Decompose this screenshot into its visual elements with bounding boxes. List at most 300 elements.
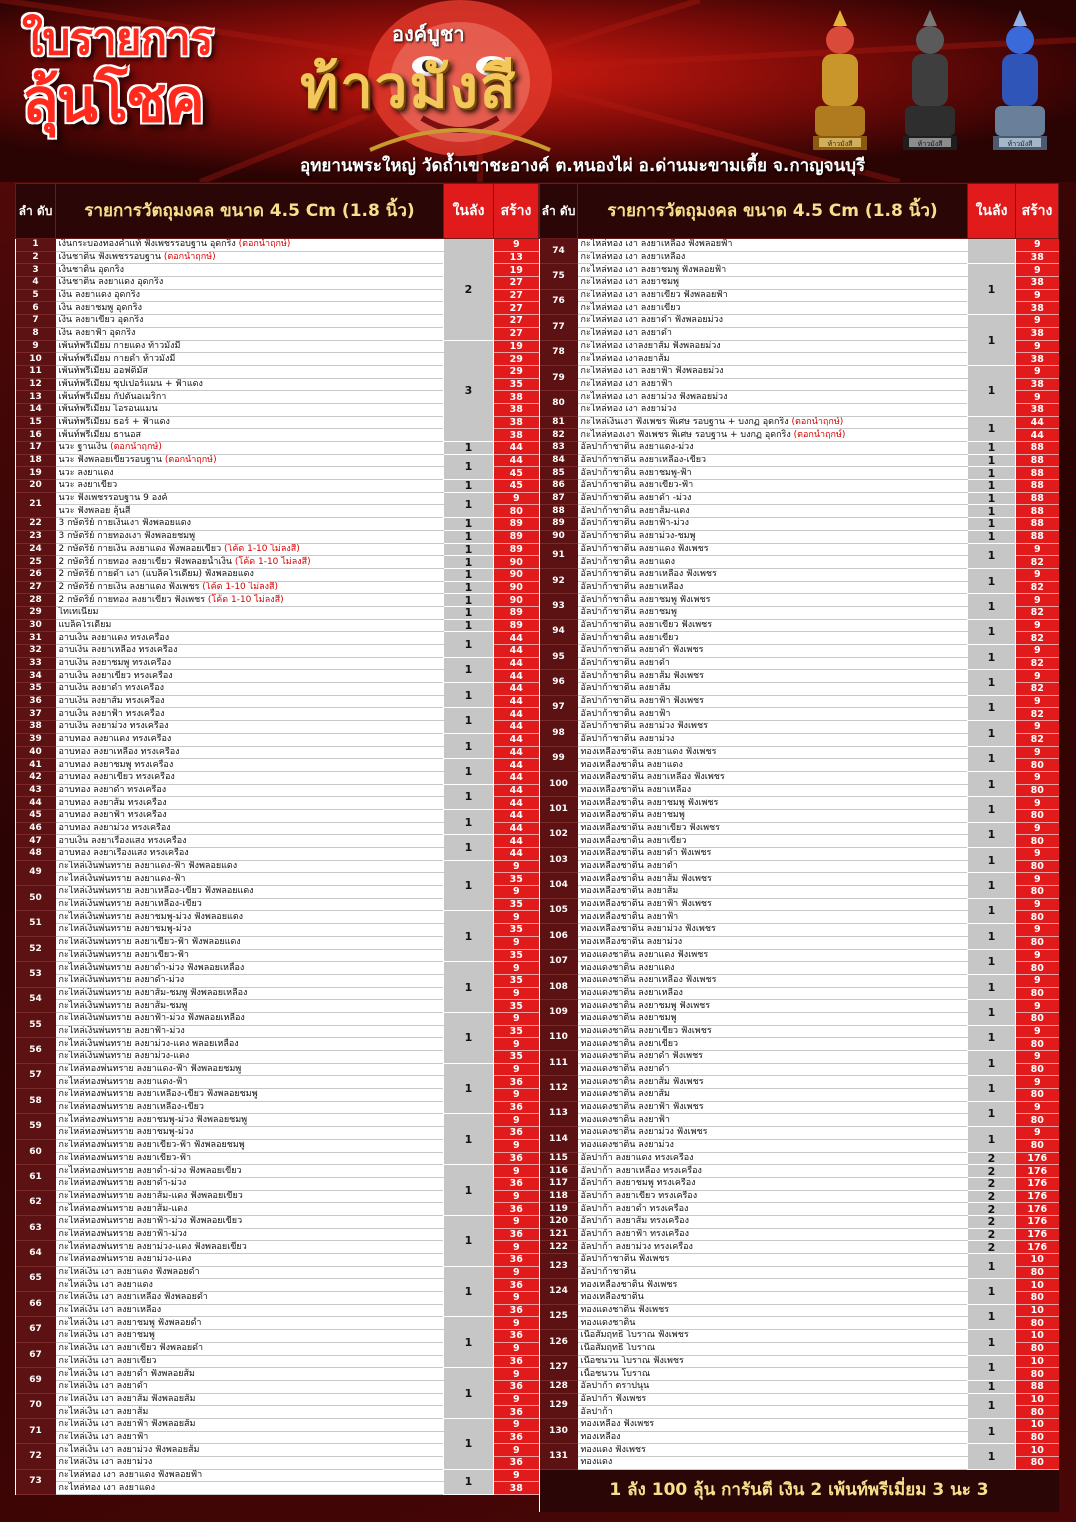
- item-name: เงิน ลงยาชมพู อุดกริ่ง: [58, 302, 142, 313]
- made-count: 80: [1016, 1012, 1059, 1025]
- box-count: 1: [968, 1304, 1016, 1329]
- item-name-cell: [56, 594, 444, 607]
- row-number: 118: [540, 1190, 578, 1203]
- row-number: 74: [540, 239, 578, 264]
- table-row: [540, 1304, 1059, 1317]
- item-name: อาบทอง ลงยาม่วง ทรงเครื่อง: [58, 822, 171, 833]
- item-name-cell: [56, 581, 444, 594]
- row-number: 73: [16, 1469, 56, 1494]
- item-name: กะไหล่เงินพ่นทราย ลงยาดำ-ม่วง ฟังพลอยเหลือง: [58, 962, 245, 973]
- made-count: 27: [494, 315, 539, 328]
- item-name-cell: [56, 974, 444, 987]
- table-row: [540, 239, 1059, 252]
- item-name: อาบเงิน ลงยาเหลือง ทรงเครื่อง: [58, 645, 178, 656]
- item-name-cell: [578, 467, 968, 480]
- row-number: 72: [16, 1444, 56, 1469]
- table-row: [16, 568, 539, 581]
- table-row: [540, 543, 1059, 556]
- item-name-cell: [56, 429, 444, 442]
- item-name: อัลปาก้าชาติน ลงยาม่วง-ชมพู: [580, 531, 696, 542]
- item-name: อัลปาก้าชาติน ลงยาแดง-ม่วง: [580, 442, 694, 453]
- made-count: 9: [1016, 594, 1059, 607]
- box-count: 1: [968, 1254, 1016, 1279]
- item-name: กะไหล่เงินพ่นทราย ลงยาชมพู-ม่วง: [58, 924, 192, 935]
- box-count: 1: [968, 822, 1016, 847]
- table-row: [540, 873, 1059, 886]
- item-name-cell: [578, 1177, 968, 1190]
- made-count: 80: [1016, 1038, 1059, 1051]
- row-number: 65: [16, 1266, 56, 1291]
- row-number: 91: [540, 543, 578, 568]
- item-name-cell: [56, 1444, 444, 1457]
- box-count: 1: [444, 759, 494, 784]
- row-number: 113: [540, 1101, 578, 1126]
- made-count: 9: [1016, 340, 1059, 353]
- made-count: 36: [494, 1254, 539, 1267]
- item-name-cell: [56, 809, 444, 822]
- box-count: 1: [444, 530, 494, 543]
- box-count: 1: [444, 962, 494, 1013]
- item-name-cell: [56, 1380, 444, 1393]
- row-number: 4: [16, 277, 56, 290]
- item-name: กะไหล่เงินเงา ฟังเพชร พิเศษ รอบฐาน + บงกฏ อุดกริ่ง: [580, 416, 789, 427]
- item-name: 2 กษัตริย์ กายเงิน ลงยาแดง ฟังพลอยเขียว: [58, 543, 222, 554]
- item-name: เพ้นท์พรีเมี่ยม กัปตันอเมริกา: [58, 391, 167, 402]
- row-number: 36: [16, 695, 56, 708]
- item-name: กะไหล่ทองพ่นทราย ลงยาม่วง-แดง: [58, 1254, 192, 1265]
- box-count: 1: [968, 848, 1016, 873]
- item-name-cell: [56, 1279, 444, 1292]
- row-number: 99: [540, 746, 578, 771]
- item-name: อัลปาก้าชาติน ลงยาแดง: [580, 556, 675, 567]
- row-number: 21: [16, 492, 56, 517]
- item-name-cell: [578, 1025, 968, 1038]
- made-count: 88: [1016, 505, 1059, 518]
- made-count: 80: [494, 505, 539, 518]
- made-count: 9: [494, 1215, 539, 1228]
- item-name-cell: [56, 1254, 444, 1267]
- item-name: ทองแดง: [580, 1457, 613, 1468]
- row-number: 95: [540, 645, 578, 670]
- item-name-cell: [56, 898, 444, 911]
- item-name: อัลปาก้าชาติน ลงยาดำ -ม่วง: [580, 493, 692, 504]
- made-count: 29: [494, 353, 539, 366]
- item-name-cell: [56, 848, 444, 861]
- item-name: อัลปาก้า ลงยาดำ ทรงเครื่อง: [580, 1203, 689, 1214]
- statue-caption-3: ท้าวมังสี: [1007, 140, 1033, 148]
- table-row: [540, 1380, 1059, 1393]
- made-count: 80: [1016, 1431, 1059, 1444]
- item-name: กะไหล่เงินพ่นทราย ลงยาส้ม-ชมพู: [58, 1000, 188, 1011]
- made-count: 80: [1016, 1342, 1059, 1355]
- item-name-cell: [578, 1038, 968, 1051]
- item-name: ทองแดงชาติน: [580, 1317, 636, 1328]
- item-name: กะไหล่เงินพ่นทราย ลงยาฟ้า-ม่วง: [58, 1025, 185, 1036]
- row-number: 103: [540, 848, 578, 873]
- made-count: 44: [494, 708, 539, 721]
- made-count: 9: [494, 1012, 539, 1025]
- box-count: 1: [968, 746, 1016, 771]
- made-count: 9: [1016, 924, 1059, 937]
- table-row: [540, 1165, 1059, 1178]
- row-number: 123: [540, 1254, 578, 1279]
- box-count: 1: [968, 721, 1016, 746]
- table-row: [540, 1215, 1059, 1228]
- item-name-cell: [578, 1152, 968, 1165]
- statue-dark: [903, 10, 957, 150]
- item-name: กะไหล่ทองพ่นทราย ลงยาฟ้า-ม่วง ฟังพลอยเขียว: [58, 1216, 243, 1227]
- row-number: 121: [540, 1228, 578, 1241]
- header-banner: [0, 0, 1076, 182]
- made-count: 9: [494, 911, 539, 924]
- made-count: 82: [1016, 581, 1059, 594]
- item-name-cell: [56, 936, 444, 949]
- item-name: อัลปาก้าชาติน ลงยาม่วง ฟังเพชร: [580, 721, 708, 732]
- row-number: 12: [16, 378, 56, 391]
- item-name-cell: [578, 518, 968, 531]
- item-name-cell: [578, 771, 968, 784]
- made-count: 44: [494, 809, 539, 822]
- footer-row: [540, 1469, 1059, 1512]
- table-row: [540, 1241, 1059, 1254]
- item-name: อัลปาก้าชาติน ลงยาฟ้า ฟังเพชร: [580, 696, 704, 707]
- item-name-cell: [56, 467, 444, 480]
- table-row: [540, 822, 1059, 835]
- box-count: 1: [968, 365, 1016, 416]
- col-no-header: ลำ ดับ: [16, 184, 56, 239]
- made-count: 38: [494, 416, 539, 429]
- row-number: 24: [16, 543, 56, 556]
- made-count: 9: [494, 1266, 539, 1279]
- made-count: 44: [494, 721, 539, 734]
- item-name-cell: [578, 759, 968, 772]
- item-name-cell: [56, 1241, 444, 1254]
- made-count: 44: [494, 822, 539, 835]
- made-count: 176: [1016, 1177, 1059, 1190]
- item-name: อัลปาก้าชาติน ลงยาส้ม-แดง: [580, 505, 690, 516]
- row-number: 76: [540, 289, 578, 314]
- item-name-cell: [578, 835, 968, 848]
- item-name: อัลปาก้า ลงยาแดง ทรงเครื่อง: [580, 1152, 694, 1163]
- item-name-cell: [56, 1355, 444, 1368]
- row-number: 41: [16, 759, 56, 772]
- made-count: 82: [1016, 657, 1059, 670]
- box-count: 1: [444, 518, 494, 531]
- item-name: กะไหล่ทอง เงา ลงยาดำ ฟังพลอยม่วง: [580, 315, 724, 326]
- made-count: 44: [494, 784, 539, 797]
- item-name: กะไหล่เงินพ่นทราย ลงยาแดง-ฟ้า ฟังพลอยแดง: [58, 861, 238, 872]
- item-name: กะไหล่เงินพ่นทราย ลงยาม่วง-แดง พลอยเหลือง: [58, 1038, 239, 1049]
- made-count: 44: [494, 670, 539, 683]
- table-row: [540, 721, 1059, 734]
- item-name: ทองเหลืองชาติน ลงยาส้ม ฟังเพชร: [580, 873, 712, 884]
- table-row: [540, 848, 1059, 861]
- item-name-cell: [56, 327, 444, 340]
- box-count: 1: [968, 442, 1016, 455]
- item-name: ทองแดงชาติน ลงยาเหลือง: [580, 987, 683, 998]
- made-count: 80: [1016, 886, 1059, 899]
- item-name: อาบทอง ลงยาฟ้า ทรงเครื่อง: [58, 810, 167, 821]
- item-name-cell: [56, 1317, 444, 1330]
- row-number: 32: [16, 645, 56, 658]
- item-name-cell: [578, 594, 968, 607]
- item-name-cell: [578, 1342, 968, 1355]
- item-table-right: [539, 183, 1059, 1512]
- item-name: กะไหล่ทองพ่นทราย ลงยาส้ม-แดง: [58, 1203, 188, 1214]
- item-name-cell: [578, 277, 968, 290]
- item-name: กะไหล่ทองพ่นทราย ลงยาแดง-ฟ้า: [58, 1076, 188, 1087]
- made-count: 176: [1016, 1228, 1059, 1241]
- item-name-cell: [578, 936, 968, 949]
- item-name-cell: [578, 1063, 968, 1076]
- box-count: 1: [968, 898, 1016, 923]
- made-count: 38: [1016, 353, 1059, 366]
- row-number: 13: [16, 391, 56, 404]
- row-number: 115: [540, 1152, 578, 1165]
- item-name-cell: [578, 632, 968, 645]
- row-number: 128: [540, 1380, 578, 1393]
- row-number: 75: [540, 264, 578, 289]
- made-count: 80: [1016, 1317, 1059, 1330]
- table-row: [540, 442, 1059, 455]
- made-count: 9: [1016, 645, 1059, 658]
- row-number: 110: [540, 1025, 578, 1050]
- item-name-cell: [578, 962, 968, 975]
- item-name-cell: [56, 1342, 444, 1355]
- made-count: 80: [1016, 1457, 1059, 1470]
- item-name-cell: [56, 987, 444, 1000]
- item-name-cell: [578, 1457, 968, 1470]
- made-count: 38: [1016, 327, 1059, 340]
- made-count: 35: [494, 1051, 539, 1064]
- made-count: 35: [494, 1000, 539, 1013]
- made-count: 10: [1016, 1330, 1059, 1343]
- table-row: [16, 454, 539, 467]
- item-name: นวะ ฐานเงิน: [58, 442, 108, 453]
- item-name: ทองแดงชาติน ลงยาแดง: [580, 962, 675, 973]
- table-row: [16, 1418, 539, 1431]
- item-note: (โค้ด 1-10 ไม่ลงสี): [207, 594, 284, 605]
- made-count: 9: [494, 1241, 539, 1254]
- item-name-cell: [56, 1469, 444, 1482]
- item-name-cell: [56, 365, 444, 378]
- item-name-cell: [578, 365, 968, 378]
- item-name-cell: [56, 277, 444, 290]
- box-count: 1: [968, 1076, 1016, 1101]
- made-count: 10: [1016, 1304, 1059, 1317]
- row-number: 102: [540, 822, 578, 847]
- row-number: 109: [540, 1000, 578, 1025]
- made-count: 9: [494, 1393, 539, 1406]
- row-number: 86: [540, 480, 578, 493]
- item-name: อาบเงิน ลงยาม่วง ทรงเครื่อง: [58, 721, 169, 732]
- box-count: 1: [444, 442, 494, 455]
- made-count: 38: [1016, 378, 1059, 391]
- item-name-cell: [578, 264, 968, 277]
- table-row: [16, 581, 539, 594]
- made-count: 9: [1016, 949, 1059, 962]
- item-name-cell: [578, 1368, 968, 1381]
- item-name-cell: [578, 657, 968, 670]
- row-number: 70: [16, 1393, 56, 1418]
- box-count: 1: [968, 974, 1016, 999]
- made-count: 38: [1016, 403, 1059, 416]
- row-number: 10: [16, 353, 56, 366]
- made-count: 9: [1016, 1051, 1059, 1064]
- item-name: เงินชาติน ฟังเพชรรอบฐาน: [58, 252, 161, 263]
- row-number: 55: [16, 1012, 56, 1037]
- made-count: 45: [494, 480, 539, 493]
- made-count: 27: [494, 302, 539, 315]
- item-note: (ตอกนำฤกษ์): [164, 455, 217, 466]
- box-count: 1: [968, 1000, 1016, 1025]
- item-name: อัลปาก้าชาติน ลงยาม่วง: [580, 734, 675, 745]
- box-count: 1: [968, 873, 1016, 898]
- item-name-cell: [578, 1444, 968, 1457]
- item-name-cell: [578, 873, 968, 886]
- made-count: 9: [494, 1418, 539, 1431]
- row-number: 126: [540, 1330, 578, 1355]
- table-row: [540, 924, 1059, 937]
- item-name-cell: [578, 1279, 968, 1292]
- row-number: 37: [16, 708, 56, 721]
- box-count: 1: [444, 1215, 494, 1266]
- box-count: 1: [444, 911, 494, 962]
- item-name: อัลปาก้าชาติน ลงยาเหลือง ฟังเพชร: [580, 569, 717, 580]
- made-count: 82: [1016, 733, 1059, 746]
- box-count: 2: [444, 239, 494, 341]
- table-row: [16, 1215, 539, 1228]
- item-name: อาบทอง ลงยาเหลือง ทรงเครื่อง: [58, 746, 180, 757]
- item-name: เงิน ลงยาฟ้า อุดกริ่ง: [58, 328, 136, 339]
- box-count: 1: [968, 315, 1016, 366]
- table-row: [540, 492, 1059, 505]
- row-number: 111: [540, 1051, 578, 1076]
- item-name-cell: [578, 1165, 968, 1178]
- item-name: อัลปาก้าชาติน ลงยาแดง ฟังเพชร: [580, 543, 709, 554]
- item-name-cell: [578, 543, 968, 556]
- item-name: ทองแดงชาติน ลงยาชมพู ฟังเพชร: [580, 1000, 711, 1011]
- made-count: 80: [1016, 911, 1059, 924]
- item-name-cell: [578, 340, 968, 353]
- item-name: กะไหล่เงิน เงา ลงยาชมพู: [58, 1330, 155, 1341]
- box-count: 1: [444, 1368, 494, 1419]
- row-number: 51: [16, 911, 56, 936]
- item-name: กะไหล่เงิน เงา ลงยาชมพู ฟังพลอยดำ: [58, 1317, 202, 1328]
- table-header-right: [540, 184, 1059, 239]
- box-count: 1: [444, 1063, 494, 1114]
- made-count: 9: [1016, 289, 1059, 302]
- made-count: 9: [494, 1114, 539, 1127]
- table-row: [16, 543, 539, 556]
- row-number: 129: [540, 1393, 578, 1418]
- row-number: 6: [16, 302, 56, 315]
- row-number: 67: [16, 1317, 56, 1342]
- made-count: 176: [1016, 1152, 1059, 1165]
- made-count: 13: [494, 251, 539, 264]
- row-number: 104: [540, 873, 578, 898]
- made-count: 82: [1016, 683, 1059, 696]
- table-row: [540, 1101, 1059, 1114]
- made-count: 176: [1016, 1215, 1059, 1228]
- made-count: 9: [1016, 619, 1059, 632]
- item-name: ทองเหลือง ฟังเพชร: [580, 1419, 655, 1430]
- table-row: [540, 746, 1059, 759]
- made-count: 9: [494, 962, 539, 975]
- item-note: (ตอกนำฤกษ์): [238, 239, 291, 250]
- item-name: ทองเหลืองชาติน ลงยาม่วง: [580, 937, 683, 948]
- item-name: ทองเหลืองชาติน ลงยาเขียว ฟังเพชร: [580, 822, 720, 833]
- box-count: 1: [968, 568, 1016, 593]
- box-count: 1: [968, 480, 1016, 493]
- box-count: 1: [968, 1444, 1016, 1469]
- item-name-cell: [578, 1190, 968, 1203]
- item-name: กะไหล่เงิน เงา ลงยาแดง: [58, 1279, 153, 1290]
- made-count: 89: [494, 606, 539, 619]
- item-name-cell: [56, 239, 444, 252]
- item-name-cell: [578, 974, 968, 987]
- item-name: กะไหล่ทอง เงา ลงยาเขียว: [580, 302, 681, 313]
- item-name-cell: [578, 606, 968, 619]
- item-name: ทองเหลืองชาติน ลงยาส้ม: [580, 886, 679, 897]
- row-number: 112: [540, 1076, 578, 1101]
- box-count: 1: [968, 695, 1016, 720]
- item-name: กะไหล่ทองพ่นทราย ลงยาชมพู-ม่วง: [58, 1127, 194, 1138]
- item-name-cell: [56, 391, 444, 404]
- made-count: 38: [494, 429, 539, 442]
- item-name: กะไหล่เงิน เงา ลงยาส้ม: [58, 1406, 149, 1417]
- made-count: 36: [494, 1279, 539, 1292]
- table-row: [16, 480, 539, 493]
- item-name-cell: [578, 1431, 968, 1444]
- row-number: 1: [16, 239, 56, 252]
- box-count: 1: [968, 530, 1016, 543]
- box-count: 1: [444, 1114, 494, 1165]
- item-name-cell: [56, 1393, 444, 1406]
- table-row: [16, 442, 539, 455]
- made-count: 35: [494, 1025, 539, 1038]
- col-inbox-header: ในลัง: [968, 184, 1016, 239]
- box-count: 1: [444, 492, 494, 517]
- box-count: 1: [968, 949, 1016, 974]
- box-count: 1: [444, 860, 494, 911]
- row-number: 119: [540, 1203, 578, 1216]
- item-name: แบล็คโรเดียม: [58, 619, 112, 630]
- row-number: 66: [16, 1292, 56, 1317]
- table-row: [16, 492, 539, 505]
- made-count: 44: [494, 454, 539, 467]
- made-count: 38: [1016, 251, 1059, 264]
- item-name: อัลปาก้า ฟังเพชร: [580, 1393, 647, 1404]
- item-name-cell: [578, 1380, 968, 1393]
- table-row: [540, 974, 1059, 987]
- row-number: 83: [540, 442, 578, 455]
- made-count: 44: [494, 835, 539, 848]
- row-number: 16: [16, 429, 56, 442]
- item-name-cell: [56, 822, 444, 835]
- made-count: 80: [1016, 1139, 1059, 1152]
- item-name: กะไหล่ทอง เงา ลงยาเหลือง ฟังพลอยฟ้า: [580, 239, 733, 250]
- item-name-cell: [578, 239, 968, 252]
- made-count: 88: [1016, 454, 1059, 467]
- table-row: [540, 505, 1059, 518]
- item-name: กะไหล่ทองเงา ฟังเพชร พิเศษ รอบฐาน + บงกฏ อุดกริ่ง: [580, 429, 791, 440]
- item-name: ทองแดงชาติน ลงยาฟ้า ฟังเพชร: [580, 1102, 704, 1113]
- item-name-cell: [56, 606, 444, 619]
- item-name: ไทเทเนียม: [58, 607, 99, 618]
- item-name-cell: [578, 315, 968, 328]
- made-count: 9: [494, 1038, 539, 1051]
